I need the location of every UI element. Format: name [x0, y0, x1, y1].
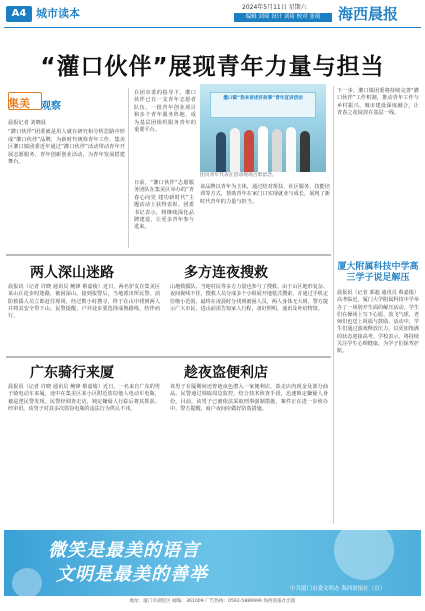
date-line: 2024年5月11日 星期六	[242, 4, 307, 11]
side-story-title: 厦大附属科技中学高三学子说足解压	[337, 262, 419, 283]
decorative-bubble	[12, 568, 42, 596]
section-divider	[6, 254, 331, 256]
person-figure	[272, 129, 282, 172]
main-headline: “灌口伙伴”展现青年力量与担当	[40, 54, 385, 80]
person-figure	[216, 132, 226, 172]
page-number: A4	[6, 6, 32, 22]
lead-story-col5	[337, 88, 419, 118]
person-figure	[244, 130, 254, 172]
banner-slogan-1: 微笑是最美的语言	[48, 540, 200, 561]
photo-banner-text: 灌口镇“我来讲述好故事”青年宣讲活动	[223, 96, 303, 101]
column-divider	[128, 88, 129, 248]
lead-story-col1	[8, 120, 125, 166]
section-divider	[6, 356, 331, 358]
section-name: 城市读本	[36, 7, 80, 20]
lead-paragraph-2: 在团市委的指导下，灌口伙伴已有一支青年志愿者队伍、一批青年创业项目和多个青年服务阵地，成为基层团组织服务青年的重要平台。	[134, 90, 196, 134]
story-title-4: 趁夜盗便利店	[184, 365, 268, 381]
newspaper-logo: 海西晨报	[338, 5, 399, 23]
person-figure	[300, 131, 310, 172]
person-figure	[230, 128, 240, 172]
public-service-banner	[4, 530, 421, 596]
page-footer: 地址：厦门市湖里区 邮编：361009 广告热线：0592-5889999 海西晨报社出版	[129, 599, 296, 604]
editor-line: 编辑 刘琦 设计 刘琦 校对 张萌	[234, 13, 332, 22]
column-badge-prefix: 集美	[8, 97, 30, 110]
story-title-2: 多方连夜搜救	[184, 265, 268, 281]
lead-photo	[200, 84, 326, 172]
lead-paragraph-1: “灌口伙伴”团委就是用人就在研究和分析思路中形成“灌口伙伴”品牌，为新时代统筹青年工作，集美区灌口镇团委近年通过“灌口伙伴”活动带动青年开展志愿服务、青年创新创业活动，为青年发展搭建舞台。	[8, 129, 125, 166]
story-body-4: 该男子在厦期间还曾趁夜色潜入一家便利店，盗走店内现金及部分商品。民警通过调取周边监控，结合技术侦查手段，迅速锁定嫌疑人身份。目前，该男子已被依法采取刑事强制措施，案件正在进一步侦办中。警方提醒，商户夜间应做好防盗措施。	[170, 384, 328, 412]
story-title-1: 两人深山迷路	[30, 265, 114, 281]
page-header	[0, 0, 425, 30]
lead-story-col3	[134, 180, 194, 232]
photo-caption: 团员青年代表在活动现场合影留念。	[200, 173, 277, 178]
lead-story-col2	[134, 90, 196, 134]
lead-story-col4	[200, 184, 330, 206]
lead-byline: 晨报记者 刘晓晨	[8, 120, 46, 126]
column-divider	[333, 86, 334, 524]
story-body-1: 晨报讯（记者 许晓 通讯员 鲍锋 蔡嘉俊）近日，两名驴友在集美区某山区徒步时迷路，被困深山。接到报警后，当地派出所民警、消防救援人员立即赶往现场，经过数小时搜寻，终于在山中找到两人并将其安全带下山。民警提醒，户外徒步要选择成熟路线，结伴而行。	[8, 284, 160, 320]
header-divider	[4, 27, 421, 28]
banner-slogan-2: 文明是最美的善举	[56, 564, 208, 585]
story-title-3: 广东骑行来厦	[30, 365, 114, 381]
person-figure	[258, 126, 268, 172]
lead-paragraph-5: 下一步，灌口镇团委将持续完善“灌口伙伴”工作机制，推动青年工作与乡村振兴、城市建设深度融合，让青春之花绽放在基层一线。	[337, 88, 419, 117]
story-body-3: 晨报讯（记者 许晓 通讯员 鲍锋 蔡嘉俊）近日，一名来自广东的男子骑电动车来厦，途中在集美区某小区附近盗窃他人电动车电瓶，被巡逻民警发现。民警经调查走访，锁定嫌疑人行踪后将其抓获。经审讯，该男子对其多次盗窃电瓶的违法行为供认不讳。	[8, 384, 160, 412]
side-story-body: 晨报讯（记者 郭超 通讯员 蔡嘉俊）高考临近，厦门大学附属科技中学举办了一场别开生面的解压活动。学生们在操场上写下心愿、放飞气球，老师们也送上祝福与鼓励。活动中，学生们通过游戏释放压力，以更加饱满的状态迎接高考。学校表示，将持续关注学生心理健康，为学子们保驾护航。	[337, 290, 419, 355]
person-figure	[286, 127, 296, 172]
banner-credit: 中共厦门市委文明办 海西晨报社（宣）	[290, 586, 386, 592]
column-badge	[8, 94, 80, 114]
story-body-2: 山地救援队、当地村民等多方力量也参与了搜救。由于山区地形复杂、夜间视线不佳，搜救人员分成多个小组展开地毯式搜索，并通过手机定位缩小范围。最终在凌晨时分找到被困人员，两人身体无大碍。警方提示广大市民，进山前需告知家人行程，备好照明、通讯及补给物资。	[170, 284, 328, 312]
column-badge-name: 观察	[41, 101, 61, 112]
lead-paragraph-3: 日前，“灌口伙伴”志愿服务团队在集美区举办的“青春心向党 建功新时代”主题活动上获得表彰。团委书记表示，将继续深化品牌建设，让更多青年参与进来。	[134, 180, 194, 231]
lead-paragraph-4: 该品牌以青年为主体，通过结对帮扶、社区服务、技能培训等方式，帮助青年在家门口实现就业与成长，展现了新时代青年的力量与担当。	[200, 184, 330, 205]
decorative-bubble	[334, 530, 394, 580]
